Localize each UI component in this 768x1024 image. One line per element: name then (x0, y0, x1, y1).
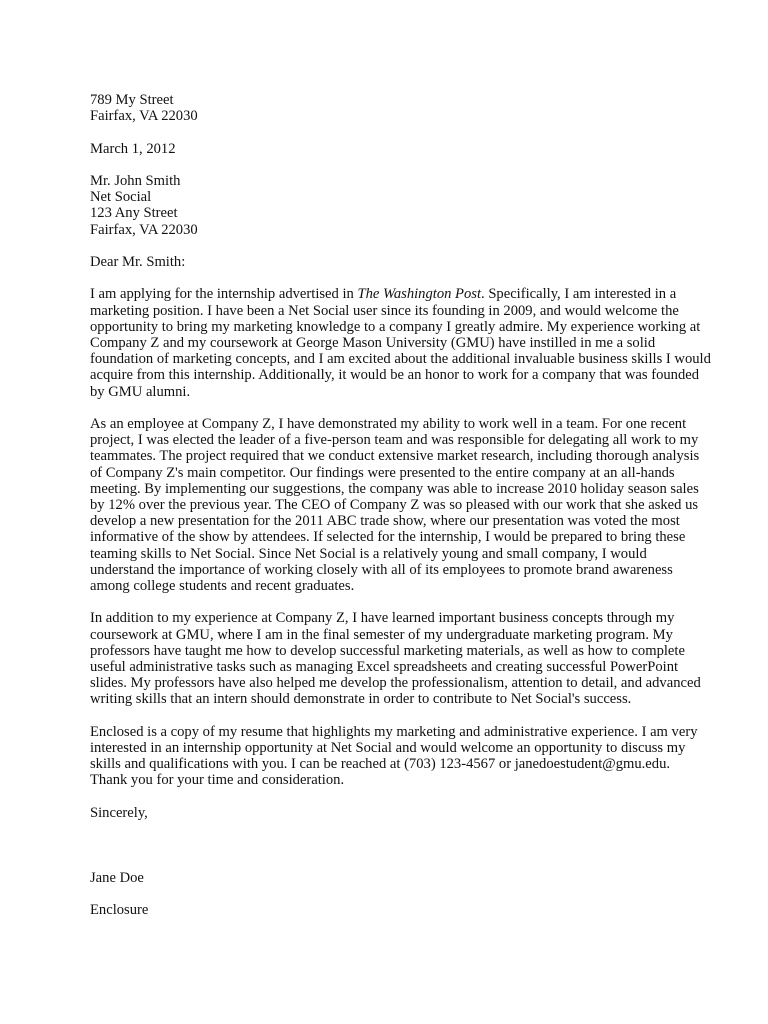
paragraph-line: of Company Z's main competitor. Our findings were presented to the entire company at an all-hands (90, 464, 675, 481)
paragraph-line: interested in an internship opportunity at Net Social and would welcome an opportunity to discuss my (90, 740, 686, 757)
paragraph-line: opportunity to bring my marketing knowledge to a company I greatly admire. My experience working at (90, 318, 701, 335)
paragraph-line (90, 286, 677, 303)
paragraph-line: professors have taught me how to develop successful marketing materials, as well as how to complete (90, 642, 685, 659)
recipient-company: Net Social (90, 189, 152, 206)
salutation-text: Dear Mr. Smith: (90, 253, 186, 270)
sender-address (90, 92, 670, 124)
paragraph-line: by 12% over the previous year. The CEO of Company Z was so pleased with our work that she asked us (90, 497, 699, 513)
salutation (90, 254, 670, 270)
paragraph-line: meeting. By implementing our suggestions, the company was able to increase 2010 holiday season sales (90, 480, 699, 497)
paragraph-4 (90, 723, 698, 789)
closing-text: Sincerely, (90, 804, 148, 821)
paragraph-line: among college students and recent graduates. (90, 578, 355, 595)
recipient-street: 123 Any Street (90, 205, 178, 222)
paragraph-line: writing skills that an intern should demonstrate in order to contribute to Net Social's success. (90, 691, 632, 708)
recipient-address (90, 173, 670, 238)
paragraph-line: Enclosed is a copy of my resume that highlights my marketing and administrative experience. I am very (90, 723, 698, 740)
closing (90, 805, 670, 821)
recipient-name: Mr. John Smith (90, 172, 181, 189)
paragraph-line: marketing position. I have been a Net Social user since its founding in 2009, and would welcome the (90, 302, 679, 319)
paragraph-2 (90, 415, 700, 595)
sender-city: Fairfax, VA 22030 (90, 108, 198, 125)
paragraph-line: by GMU alumni. (90, 383, 191, 400)
paragraph-text: I am applying for the internship advertised in (90, 286, 358, 303)
paragraph-line: Thank you for your time and consideration. (90, 772, 345, 789)
paragraph-line: teaming skills to Net Social. Since Net Social is a relatively young and small company, I would (90, 545, 647, 562)
paragraph-line: Company Z and my coursework at George Mason University (GMU) have instilled in me a solid (90, 334, 656, 351)
paragraph-line: skills and qualifications with you. I can be reached at (703) 123-4567 or janedoestudent@gmu.edu. (90, 756, 671, 773)
signature-block (90, 870, 670, 886)
paragraph-line: informative of the show by attendees. If selected for the internship, I would be prepared to bring these (90, 529, 686, 546)
letter-date (90, 141, 670, 157)
paragraph-line: teammates. The project required that we conduct extensive market research, including thorough analysis (90, 448, 700, 465)
sender-street: 789 My Street (90, 92, 174, 108)
paragraph-1 (90, 286, 711, 400)
paragraph-line: In addition to my experience at Company Z, I have learned important business concepts through my (90, 610, 675, 627)
paragraph-line: useful administrative tasks such as managing Excel spreadsheets and creating successful PowerPoint (90, 659, 679, 676)
paragraph-line: understand the importance of working closely with all of its employees to promote brand awareness (90, 561, 673, 578)
enclosure-note (90, 902, 670, 918)
cover-letter (90, 92, 711, 918)
signature-name: Jane Doe (90, 869, 144, 886)
date-text: March 1, 2012 (90, 140, 176, 157)
publication-name: The Washington Post (357, 286, 482, 303)
paragraph-text: . Specifically, I am interested in a (481, 286, 677, 303)
enclosure-text: Enclosure (90, 902, 149, 918)
paragraph-line: develop a new presentation for the 2011 ABC trade show, where our presentation was voted the most (90, 513, 680, 530)
paragraph-line: slides. My professors have also helped me develop the professionalism, attention to detail, and advanced (90, 675, 701, 692)
paragraph-line: As an employee at Company Z, I have demonstrated my ability to work well in a team. For one recent (90, 415, 687, 432)
paragraph-line: foundation of marketing concepts, and I am excited about the additional invaluable business skills I would (90, 351, 711, 368)
paragraph-3 (90, 610, 701, 708)
recipient-city: Fairfax, VA 22030 (90, 221, 198, 238)
paragraph-line: project, I was elected the leader of a five-person team and was responsible for delegating all work to my (90, 432, 699, 449)
paragraph-line: coursework at GMU, where I am in the final semester of my undergraduate marketing program. My (90, 626, 673, 643)
paragraph-line: acquire from this internship. Additionally, it would be an honor to work for a company that was founded (90, 367, 700, 384)
